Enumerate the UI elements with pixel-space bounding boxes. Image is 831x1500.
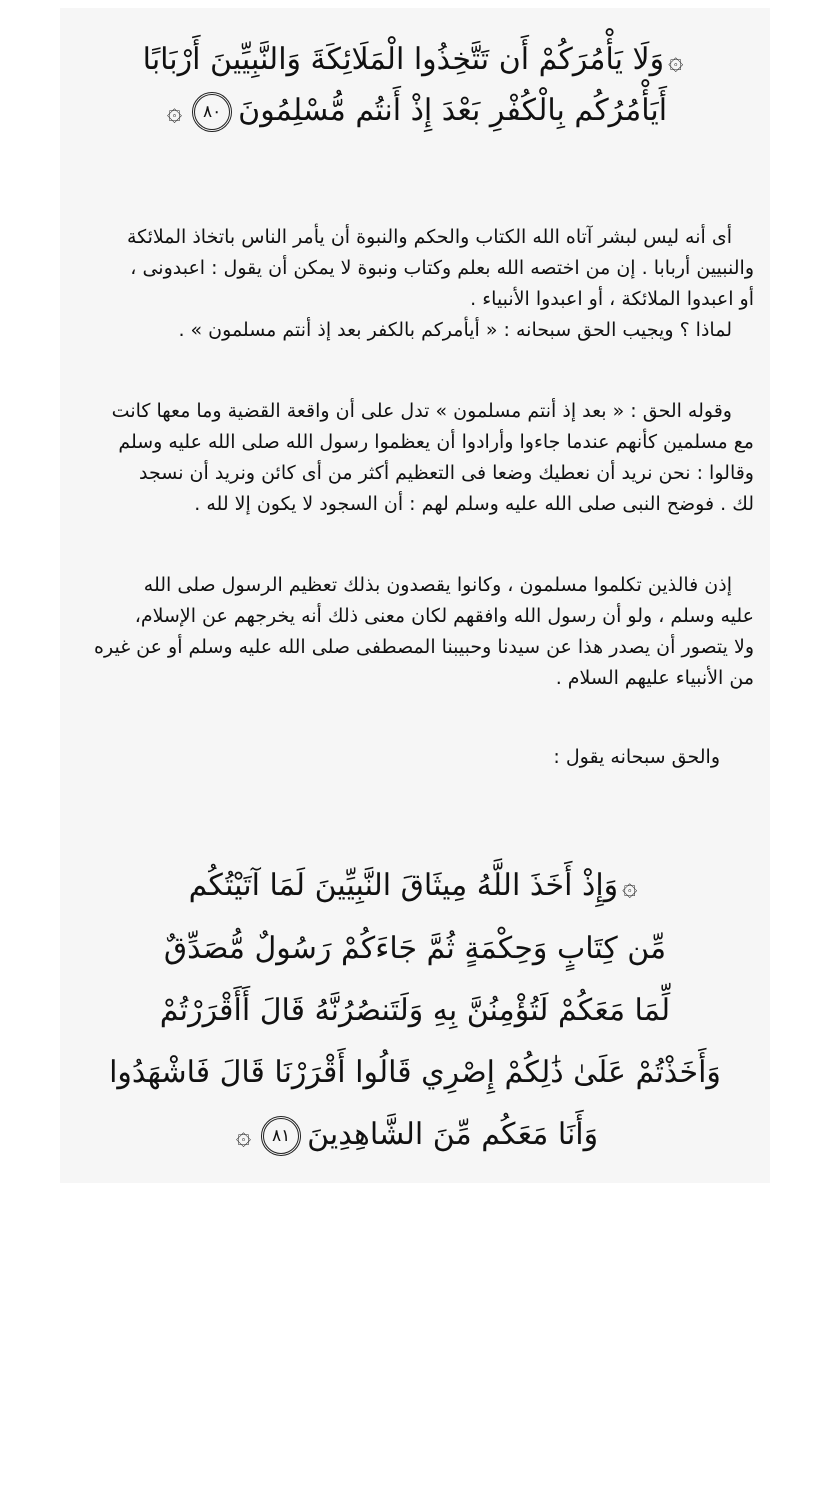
verse-81-line-4: وَأَخَذْتُمْ عَلَىٰ ذَٰلِكُمْ إِصْرِي قَالُوا أَقْرَرْنَا قَالَ فَاشْهَدُوا: [109, 1055, 721, 1090]
verse-end-ornament-icon: ۞: [235, 1121, 252, 1151]
paragraph-3-line: ولا يتصور أن يصدر هذا عن سيدنا وحبيبنا المصطفى صلى الله عليه وسلم أو عن غيره: [94, 636, 754, 658]
ayah-number-80: ٨٠: [192, 92, 232, 132]
paragraph-2-line: مع مسلمين كأنهم عندما جاءوا وأرادوا أن يعظموا رسول الله صلى الله عليه وسلم: [118, 431, 754, 453]
verse-81-line-5: وَأَنَا مَعَكُم مِّنَ الشَّاهِدِينَ٨١۞: [70, 1104, 760, 1167]
verse-intro-text: والحق سبحانه يقول :: [553, 746, 720, 768]
verse-81-line-3: لِّمَا مَعَكُمْ لَتُؤْمِنُنَّ بِهِ وَلَتَنصُرُنَّهُ قَالَ أَأَقْرَرْتُمْ: [159, 993, 671, 1028]
paragraph-1-line: أو اعبدوا الملائكة ، أو اعبدوا الأنبياء .: [470, 288, 754, 310]
paragraph-1: [78, 222, 754, 346]
paragraph-1-line: والنبيين أربابا . إن من اختصه الله بعلم وكتاب ونبوة لا يمكن أن يقول : اعبدونى ،: [130, 257, 754, 279]
paragraph-2-line: وقوله الحق : « بعد إذ أنتم مسلمون » تدل على أن واقعة القضية وما معها كانت: [111, 400, 732, 422]
verse-80-block: [70, 35, 760, 137]
paragraph-3: [78, 570, 754, 694]
verse-80-line-2: أَيَأْمُرُكُم بِالْكُفْرِ بَعْدَ إِذْ أَنتُم مُّسْلِمُونَ٨٠۞: [70, 86, 760, 137]
paragraph-3-line: إذن فالذين تكلموا مسلمون ، وكانوا يقصدون بذلك تعظيم الرسول صلى الله: [143, 574, 732, 596]
paragraph-2: [78, 396, 754, 520]
verse-start-ornament-icon: ۞: [622, 872, 638, 902]
ayah-number-81: ٨١: [261, 1116, 301, 1156]
paragraph-1-line: أى أنه ليس لبشر آتاه الله الكتاب والحكم والنبوة أن يأمر الناس باتخاذ الملائكة: [126, 226, 732, 248]
verse-81-line-1: ۞وَإِذْ أَخَذَ اللَّهُ مِيثَاقَ النَّبِيِّينَ لَمَا آتَيْتُكُم: [70, 855, 760, 918]
verse-start-ornament-icon: ۞: [668, 46, 684, 76]
paragraph-3-line: عليه وسلم ، ولو أن رسول الله وافقهم لكان معنى ذلك أنه يخرجهم عن الإسلام،: [134, 605, 754, 627]
paragraph-1-line: لماذا ؟ ويجيب الحق سبحانه : « أيأمركم بالكفر بعد إذ أنتم مسلمون » .: [178, 319, 732, 341]
verse-81-line-2: مِّن كِتَابٍ وَحِكْمَةٍ ثُمَّ جَاءَكُمْ رَسُولٌ مُّصَدِّقٌ: [163, 931, 667, 966]
verse-end-ornament-icon: ۞: [166, 97, 183, 127]
verse-80-line-1: ۞وَلَا يَأْمُرَكُمْ أَن تَتَّخِذُوا الْمَلَائِكَةَ وَالنَّبِيِّينَ أَرْبَابًا: [70, 35, 760, 86]
paragraph-3-line: من الأنبياء عليهم السلام .: [555, 667, 754, 689]
verse-81-block: [70, 855, 760, 1167]
paragraph-2-line: لك . فوضح النبى صلى الله عليه وسلم لهم : أن السجود لا يكون إلا لله .: [194, 493, 754, 515]
verse-intro: [78, 742, 754, 773]
paragraph-2-line: وقالوا : نحن نريد أن نعطيك وضعا فى التعظيم أكثر من أى كائن ونريد أن نسجد: [139, 462, 754, 484]
